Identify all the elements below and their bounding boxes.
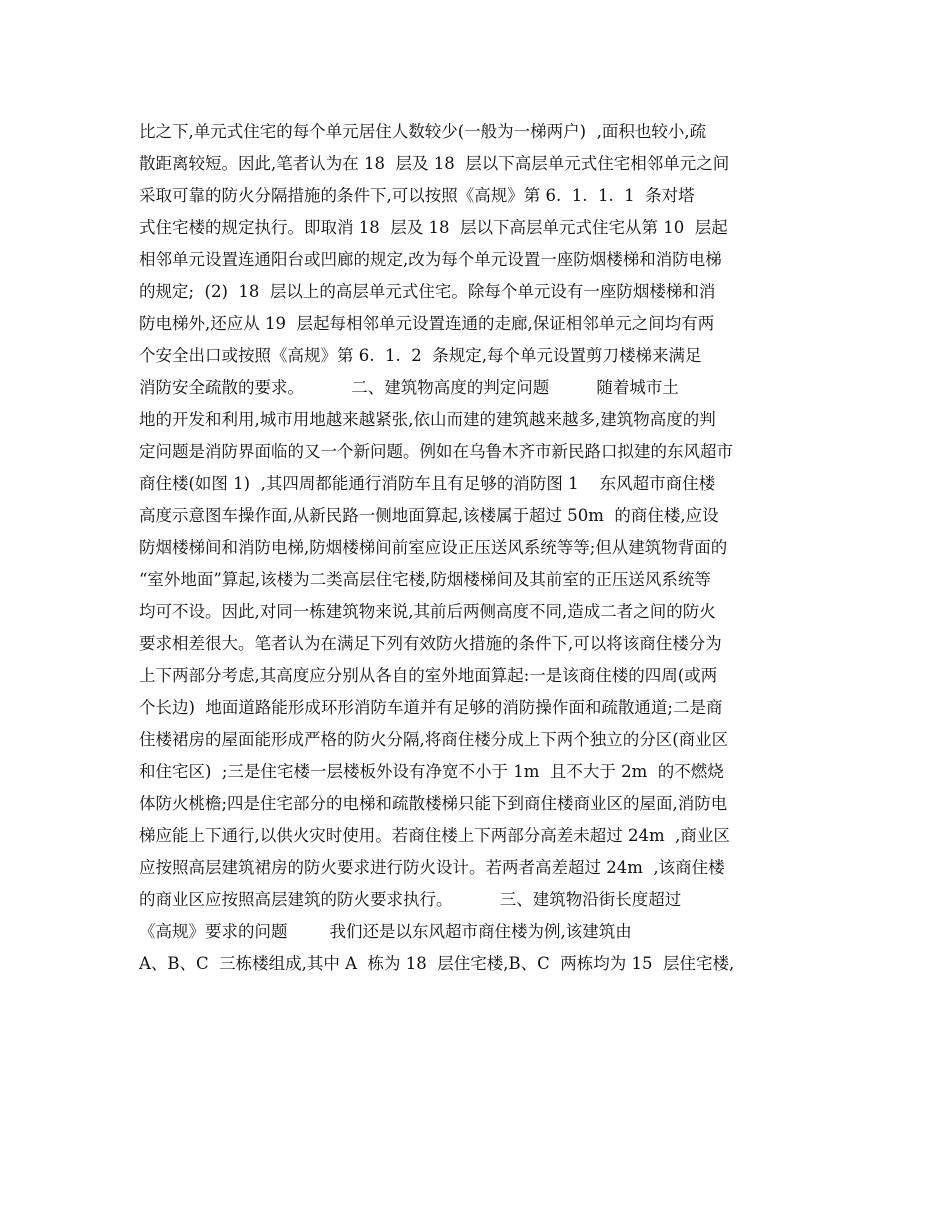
text-line: 商住楼(如图 1) ,其四周都能通行消防车且有足够的消防图 1 东风超市商住楼 — [139, 474, 716, 493]
text-line: 采取可靠的防火分隔措施的条件下,可以按照《高规》第 6. 1. 1. 1 条对塔 — [139, 186, 695, 205]
text-line: 上下两部分考虑,其高度应分别从各自的室外地面算起:一是该商住楼的四周(或两 — [139, 666, 718, 685]
text-line: 梯应能上下通行,以供火灾时使用。若商住楼上下两部分高差未超过 24m ,商业区 — [139, 826, 730, 845]
text-line: 地的开发和利用,城市用地越来越紧张,依山而建的建筑越来越多,建筑物高度的判 — [139, 410, 716, 429]
text-line: 消防安全疏散的要求。 二、建筑物高度的判定问题 随着城市土 — [139, 378, 679, 397]
text-line: 比之下,单元式住宅的每个单元居住人数较少(一般为一梯两户) ,面积也较小,疏 — [139, 122, 707, 141]
text-line: 高度示意图车操作面,从新民路一侧地面算起,该楼属于超过 50m 的商住楼,应设 — [139, 506, 719, 525]
text-line: “室外地面”算起,该楼为二类高层住宅楼,防烟楼梯间及其前室的正压送风系统等 — [139, 570, 711, 589]
text-line: 住楼裙房的屋面能形成严格的防火分隔,将商住楼分成上下两个独立的分区(商业区 — [139, 730, 729, 749]
text-line: 均可不设。因此,对同一栋建筑物来说,其前后两侧高度不同,造成二者之间的防火 — [139, 602, 716, 621]
text-line: 个安全出口或按照《高规》第 6. 1. 2 条规定,每个单元设置剪刀楼梯来满足 — [139, 346, 702, 365]
body-text — [139, 116, 815, 980]
text-line: A、B、C 三栋楼组成,其中 A 栋为 18 层住宅楼,B、C 两栋均为 15 层住宅楼, — [139, 954, 735, 973]
text-line: 个长边) 地面道路能形成环形消防车道并有足够的消防操作面和疏散通道;二是商 — [139, 698, 723, 717]
text-line: 体防火桃檐;四是住宅部分的电梯和疏散楼梯只能下到商住楼商业区的屋面,消防电 — [139, 794, 728, 813]
text-line: 定问题是消防界面临的又一个新问题。例如在乌鲁木齐市新民路口拟建的东风超市 — [139, 442, 733, 461]
text-line: 散距离较短。因此,笔者认为在 18 层及 18 层以下高层单元式住宅相邻单元之间 — [139, 154, 730, 173]
text-line: 式住宅楼的规定执行。即取消 18 层及 18 层以下高层单元式住宅从第 10 层起 — [139, 218, 728, 237]
text-line: 防电梯外,还应从 19 层起每相邻单元设置连通的走廊,保证相邻单元之间均有两 — [139, 314, 715, 333]
text-line: 应按照高层建筑裙房的防火要求进行防火设计。若两者高差超过 24m ,该商住楼 — [139, 858, 725, 877]
text-line: 要求相差很大。笔者认为在满足下列有效防火措施的条件下,可以将该商住楼分为 — [139, 634, 722, 653]
text-line: 和住宅区) ;三是住宅楼一层楼板外设有净宽不小于 1m 且不大于 2m 的不燃烧 — [139, 762, 724, 781]
text-line: 防烟楼梯间和消防电梯,防烟楼梯间前室应设正压送风系统等等;但从建筑物背面的 — [139, 538, 728, 557]
text-line: 相邻单元设置连通阳台或凹廊的规定,改为每个单元设置一座防烟楼梯和消防电梯 — [139, 250, 722, 269]
text-line: 《高规》要求的问题 我们还是以东风超市商住楼为例,该建筑由 — [139, 922, 632, 941]
text-line: 的规定; (2) 18 层以上的高层单元式住宅。除每个单元设有一座防烟楼梯和消 — [139, 282, 716, 301]
text-line: 的商业区应按照高层建筑的防火要求执行。 三、建筑物沿街长度超过 — [139, 890, 682, 909]
